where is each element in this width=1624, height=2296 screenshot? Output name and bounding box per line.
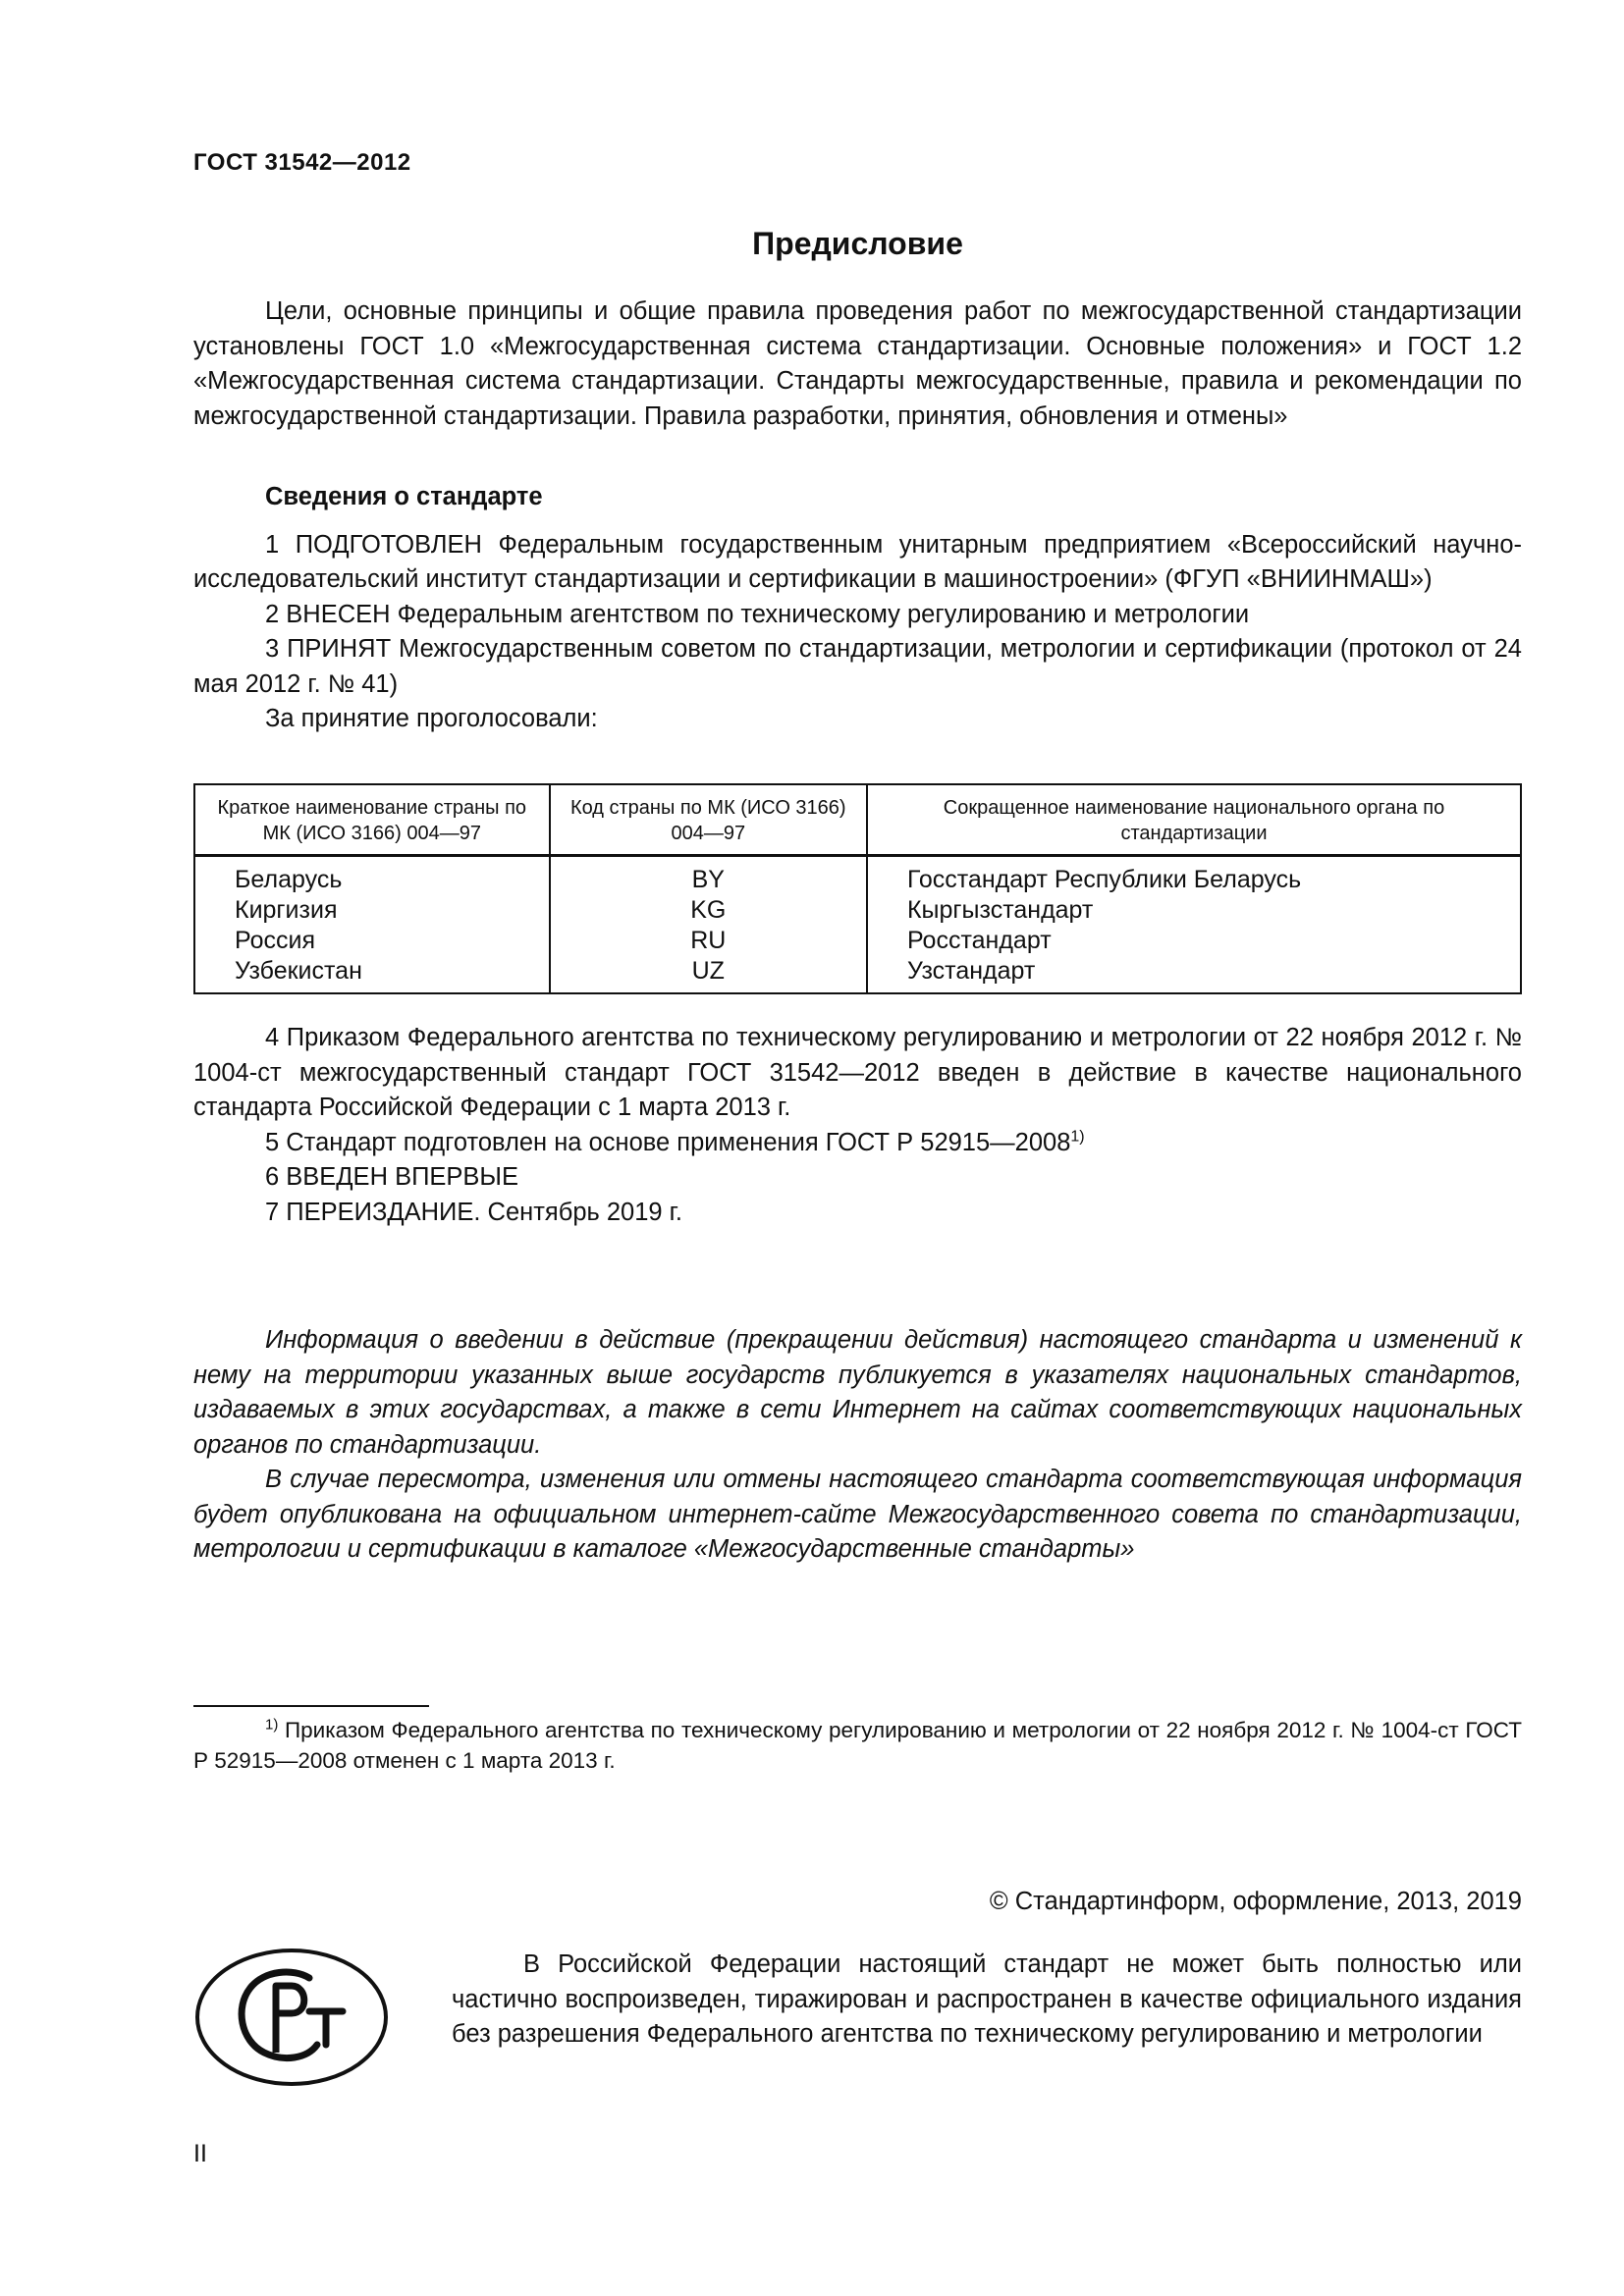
info-item-1: 1 ПОДГОТОВЛЕН Федеральным государственным унитарным предприятием «Всероссийский научно-исследовательский институт стандартизации и сертификации в машиностроении» (ФГУП «ВНИИНМАШ»): [193, 530, 1522, 593]
footnote-divider: [193, 1705, 429, 1707]
info-item-2: 2 ВНЕСЕН Федеральным агентством по техническому регулированию и метрологии: [265, 600, 1250, 628]
national-body: Узстандарт: [867, 956, 1521, 993]
national-body: Госстандарт Республики Беларусь: [867, 856, 1521, 896]
standard-info-heading: Сведения о стандарте: [265, 483, 543, 510]
table-row: [194, 895, 1521, 926]
footnote-text: Приказом Федерального агентства по техническому регулированию и метрологии от 22 ноября 2012 г. № 1004-ст ГОСТ Р 52915—2008 отменен с 1 марта 2013 г.: [193, 1718, 1522, 1773]
country-name: Киргизия: [194, 895, 550, 926]
national-body: Росстандарт: [867, 926, 1521, 956]
note-paragraph-2: В случае пересмотра, изменения или отмены настоящего стандарта соответствующая информация будет опубликована на официальном интернет-сайте Межгосударственного совета по стандартизации, метрологии и сертификации в каталоге «Межгосударственные стандарты»: [193, 1466, 1522, 1563]
gost-r-certification-mark-icon: [193, 1947, 390, 2089]
table-row: [194, 856, 1521, 896]
info-item-4: 4 Приказом Федерального агентства по техническому регулированию и метрологии от 22 ноября 2012 г. № 1004-ст межгосударственный стандарт ГОСТ 31542—2012 введен в действие в качестве национального стандарта Российской Федерации с 1 марта 2013 г.: [193, 1024, 1522, 1121]
copyright: © Стандартинформ, оформление, 2013, 2019: [989, 1888, 1522, 1915]
country-name: Беларусь: [194, 856, 550, 896]
info-item-6: 6 ВВЕДЕН ВПЕРВЫЕ: [265, 1163, 519, 1191]
info-item-3: 3 ПРИНЯТ Межгосударственным советом по стандартизации, метрологии и сертификации (протокол от 24 мая 2012 г. № 41): [193, 635, 1522, 698]
reproduction-notice-text: В Российской Федерации настоящий стандарт не может быть полностью или частично воспроизведен, тиражирован и распространен в качестве официального издания без разрешения Федерального агентства по техническому регулированию и метрологии: [452, 1950, 1522, 2048]
country-name: Узбекистан: [194, 956, 550, 993]
table-row: [194, 956, 1521, 993]
voting-countries-table: [193, 783, 1522, 994]
info-item-7: 7 ПЕРЕИЗДАНИЕ. Сентябрь 2019 г.: [265, 1198, 682, 1226]
footnote-mark: 1): [265, 1716, 279, 1734]
country-code: RU: [550, 926, 867, 956]
national-body: Кыргызстандарт: [867, 895, 1521, 926]
voted-label: За принятие проголосовали:: [265, 705, 598, 732]
page-number: II: [193, 2140, 207, 2167]
standard-info-section: [193, 480, 1522, 737]
note-paragraph-1: Информация о введении в действие (прекращении действия) настоящего стандарта и изменений к нему на территории указанных выше государств публикуется в указателях национальных стандартов, издаваемых в этих государствах, а также в сети Интернет на сайтах соответствующих национальных органов по стандартизации.: [193, 1326, 1522, 1459]
document-code: ГОСТ 31542—2012: [193, 149, 411, 176]
page-title: Предисловие: [752, 226, 963, 261]
country-name: Россия: [194, 926, 550, 956]
info-item-5: [193, 1126, 1522, 1161]
table-header-row: [194, 784, 1521, 856]
country-code: BY: [550, 856, 867, 896]
intro-paragraph: Цели, основные принципы и общие правила проведения работ по межгосударственной стандартизации установлены ГОСТ 1.0 «Межгосударственная система стандартизации. Основные положения» и ГОСТ 1.2 «Межгосударственная система стандартизации. Стандарты межгосударственные, правила и рекомендации по межгосударственной стандартизации. Правила разработки, принятия, обновления и отмены»: [193, 297, 1522, 430]
table-row: [194, 926, 1521, 956]
country-code: UZ: [550, 956, 867, 993]
header-national-body: Сокращенное наименование национального органа по стандартизации: [867, 784, 1521, 856]
notes-section: [193, 1323, 1522, 1568]
adoption-section: [193, 1021, 1522, 1230]
header-country-code: Код страны по МК (ИСО 3166) 004—97: [550, 784, 867, 856]
country-code: KG: [550, 895, 867, 926]
header-country-name: Краткое наименование страны по МК (ИСО 3166) 004—97: [194, 784, 550, 856]
reproduction-notice: [452, 1948, 1522, 2053]
info-item-5-text: 5 Стандарт подготовлен на основе применения ГОСТ Р 52915—2008: [265, 1128, 1071, 1156]
footnote: [193, 1715, 1522, 1776]
footnote-ref: 1): [1070, 1128, 1085, 1145]
intro-section: [193, 294, 1522, 434]
